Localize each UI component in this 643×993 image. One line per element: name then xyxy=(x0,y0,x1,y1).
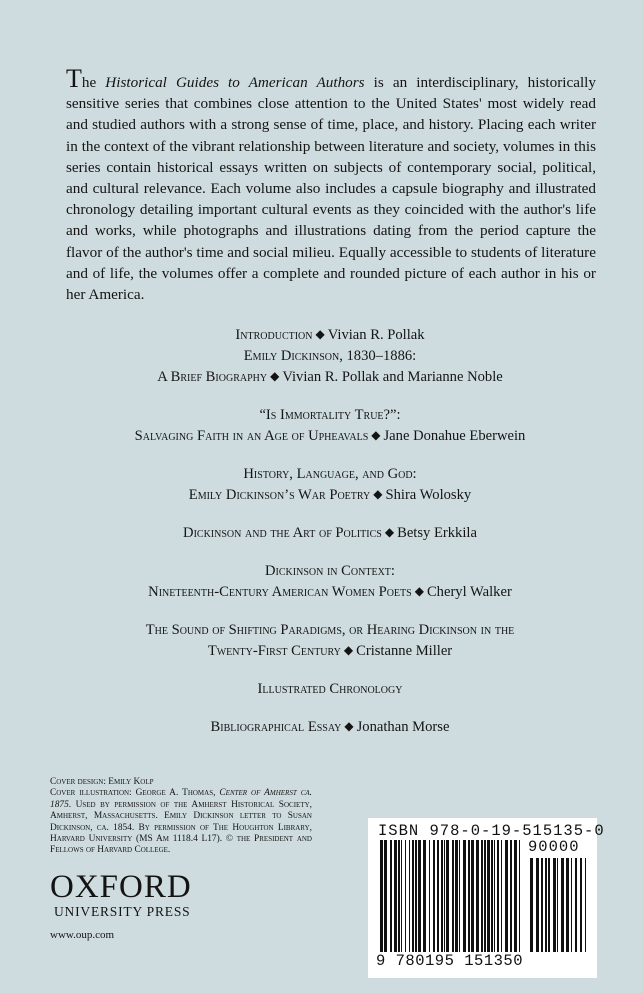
contents-entry xyxy=(60,464,600,506)
barcode-bar xyxy=(409,840,410,952)
barcode-bar xyxy=(471,840,474,952)
barcode-bar xyxy=(455,840,458,952)
barcode-bar xyxy=(491,840,493,952)
barcode-bar xyxy=(501,840,502,952)
price-code: 90000 xyxy=(528,838,580,856)
contents-entry xyxy=(60,620,600,662)
price-barcode-bar xyxy=(561,858,564,952)
diamond-icon: ◆ xyxy=(315,327,325,341)
diamond-icon: ◆ xyxy=(343,643,354,657)
barcode-bar xyxy=(505,840,508,952)
price-barcode-bar xyxy=(566,858,569,952)
price-barcode-bar xyxy=(585,858,586,952)
blurb-lead: he xyxy=(81,74,106,91)
diamond-icon: ◆ xyxy=(373,487,383,501)
essay-title: Dickinson in Context: xyxy=(265,563,395,579)
essay-title: Bibliographical Essay xyxy=(210,719,342,735)
barcode-bar xyxy=(481,840,483,952)
diamond-icon: ◆ xyxy=(414,584,424,598)
diamond-icon: ◆ xyxy=(384,525,395,539)
diamond-icon: ◆ xyxy=(371,428,381,442)
contents-entry xyxy=(60,405,600,447)
barcode-bar xyxy=(441,840,443,952)
barcode-bar xyxy=(401,840,402,952)
essay-title: Emily Dickinson, 1830–1886: xyxy=(243,348,417,364)
essay-title: Illustrated Chronology xyxy=(257,681,403,697)
cover-design-credit: Cover design: Emily Kolp xyxy=(50,777,154,787)
price-barcode-bar xyxy=(557,858,558,952)
essay-title: Emily Dickinson’s War Poetry xyxy=(188,487,371,503)
essay-title: Nineteenth-Century American Women Poets xyxy=(148,584,412,600)
barcode-bar xyxy=(510,840,512,952)
barcode-bar xyxy=(484,840,486,952)
barcode-bar xyxy=(452,840,454,952)
price-barcode-bar xyxy=(536,858,539,952)
table-of-contents xyxy=(60,325,600,755)
essay-title: The Sound of Shifting Paradigms, or Hearing Dickinson in the xyxy=(145,622,515,638)
barcode-bar xyxy=(423,840,426,952)
barcode-bar xyxy=(418,840,421,952)
barcode-bar xyxy=(519,840,520,952)
barcode-bar xyxy=(390,840,392,952)
price-barcode-bar xyxy=(545,858,547,952)
price-barcode-bar xyxy=(580,858,582,952)
barcode-bar xyxy=(437,840,439,952)
essay-author: Cristanne Miller xyxy=(356,643,453,659)
contents-entry xyxy=(60,679,600,700)
barcode-bar xyxy=(476,840,479,952)
barcode-bar xyxy=(384,840,387,952)
barcode-bar xyxy=(433,840,435,952)
price-barcode-bar xyxy=(530,858,533,952)
drop-cap: T xyxy=(66,64,82,93)
essay-author: Shira Wolosky xyxy=(385,487,472,503)
essay-author: Betsy Erkkila xyxy=(397,525,477,541)
barcode-bar xyxy=(459,840,460,952)
barcode-bar xyxy=(514,840,517,952)
diamond-icon: ◆ xyxy=(344,719,354,733)
price-barcode-bar xyxy=(548,858,550,952)
barcode-bar xyxy=(429,840,430,952)
barcode-bar xyxy=(463,840,466,952)
price-barcode-bar xyxy=(553,858,556,952)
essay-author: Cheryl Walker xyxy=(426,584,512,600)
illustration-permissions: . Used by permission of the Amherst Historical Society, Amherst, Massachusetts. Emily Dickinson letter to Susan Dickinson, ca. 1854. By permission of The Houghton Library, Harvard University (MS Am 1118.4 L17). © the President and Fellows of Harvard College. xyxy=(50,799,312,856)
price-barcode-bar xyxy=(571,858,572,952)
isbn-number: ISBN 978-0-19-515135-0 xyxy=(378,822,605,840)
illustration-prefix: Cover illustration: George A. Thomas, xyxy=(50,788,220,799)
barcode-bar xyxy=(494,840,495,952)
essay-author: Vivian R. Pollak xyxy=(327,327,425,343)
barcode-bar xyxy=(446,840,449,952)
barcode-bar xyxy=(415,840,417,952)
barcode-bar xyxy=(380,840,383,952)
contents-entry xyxy=(60,561,600,603)
barcode-bar xyxy=(412,840,414,952)
barcode-bar xyxy=(405,840,406,952)
publisher-logo: OXFORD xyxy=(50,869,192,905)
illustration-title: Center of Amherst ca. 1875 xyxy=(50,788,312,810)
ean-number: 9 780195 151350 xyxy=(376,952,524,970)
essay-title: Twenty-First Century xyxy=(207,643,341,659)
price-barcode-bar xyxy=(541,858,543,952)
barcode-bar xyxy=(487,840,490,952)
cover-illustration-credit xyxy=(50,788,312,856)
contents-entry xyxy=(60,523,600,544)
series-description xyxy=(66,64,596,305)
contents-entry xyxy=(60,717,600,738)
contents-entry xyxy=(60,325,600,388)
barcode-bar xyxy=(398,840,400,952)
essay-author: Jane Donahue Eberwein xyxy=(383,428,526,444)
cover-credits xyxy=(50,777,312,857)
essay-author: Vivian R. Pollak and Marianne Noble xyxy=(282,369,503,385)
essay-title: A Brief Biography xyxy=(157,369,268,385)
price-barcode-bar xyxy=(575,858,577,952)
blurb-body: is an interdisciplinary, historically sensitive series that combines close attention to the United States' most widely read and studied authors with a strong sense of time, place, and history. Placing each writer in the context of the vibrant relationship between literature and society, volumes in this series contain historical essays written on subjects of contemporary social, political, and cultural relevance. Each volume also includes a capsule biography and illustrated chronology detailing important cultural events as they coincided with the author's life and works, while photographs and illustrations dating from the period capture the flavor of the author's time and social milieu. Equally accessible to students of literature and of life, the volumes offer a complete and rounded picture of each author in his or her America. xyxy=(66,74,596,304)
series-title: Historical Guides to American Authors xyxy=(105,74,365,91)
essay-title: History, Language, and God: xyxy=(243,466,417,482)
publisher-url: www.oup.com xyxy=(50,929,115,941)
essay-title: “Is Immortality True?”: xyxy=(259,407,401,423)
essay-title: Dickinson and the Art of Politics xyxy=(183,525,382,541)
diamond-icon: ◆ xyxy=(270,369,280,383)
publisher-press: UNIVERSITY PRESS xyxy=(54,904,191,919)
barcode-bar xyxy=(497,840,499,952)
essay-title: Introduction xyxy=(235,327,313,343)
essay-author: Jonathan Morse xyxy=(356,719,450,735)
essay-title: Salvaging Faith in an Age of Upheavals xyxy=(134,428,369,444)
barcode-bar xyxy=(444,840,445,952)
barcode-bar xyxy=(394,840,397,952)
barcode-bar xyxy=(468,840,470,952)
